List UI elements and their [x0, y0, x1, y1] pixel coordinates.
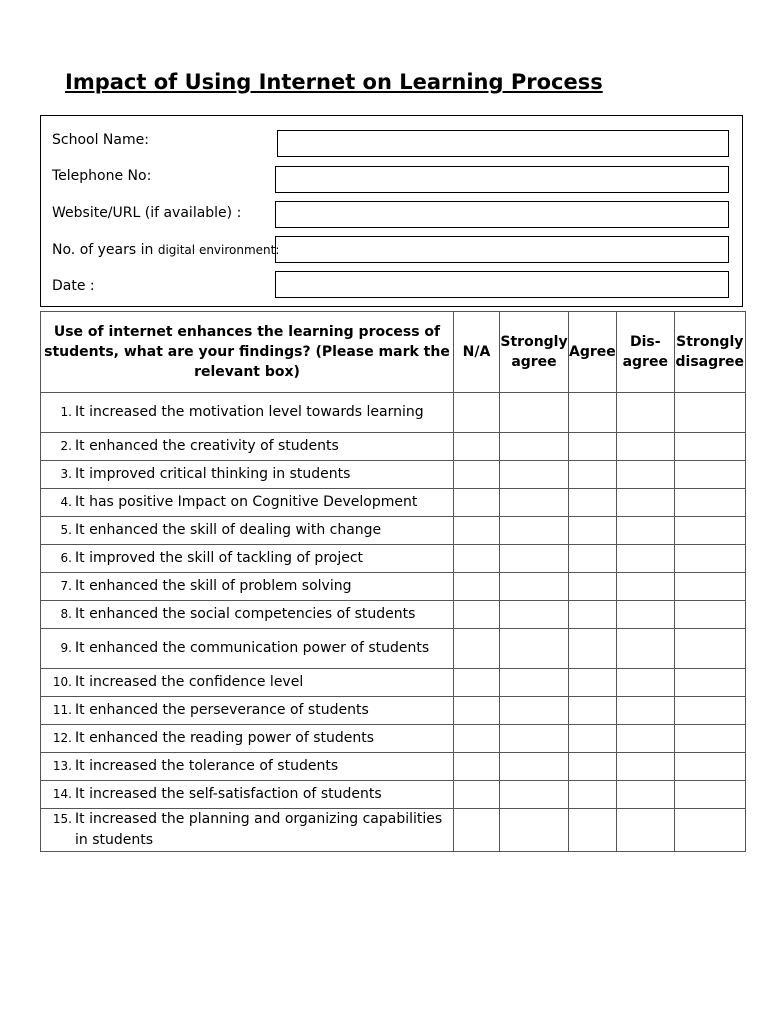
statement-cell [41, 489, 454, 517]
statement-text: It enhanced the skill of problem solving [75, 578, 352, 594]
question-header: Use of internet enhances the learning process of students, what are your findings? (Please mark the relevant box) [41, 312, 454, 393]
statement-cell [41, 669, 454, 697]
statement-text: It enhanced the creativity of students [75, 438, 339, 454]
statement-text: It increased the planning and organizing capabilities in students [75, 811, 443, 848]
response-cell-strongly-disagree[interactable] [674, 545, 745, 573]
statement-number: 9. [60, 641, 72, 655]
response-cell-strongly-agree[interactable] [500, 601, 569, 629]
table-row [41, 669, 746, 697]
statement-text: It enhanced the skill of dealing with change [75, 522, 382, 538]
response-cell-strongly-agree[interactable] [500, 573, 569, 601]
statement-number: 7. [60, 579, 72, 593]
response-cell-strongly-agree[interactable] [500, 809, 569, 852]
response-cell-disagree[interactable] [616, 433, 674, 461]
school-name-field[interactable] [277, 130, 729, 157]
response-cell-strongly-agree[interactable] [500, 781, 569, 809]
col-agree-header: Agree [569, 312, 617, 393]
school-name-label: School Name: [52, 132, 149, 148]
response-cell-strongly-disagree[interactable] [674, 697, 745, 725]
response-cell-strongly-agree[interactable] [500, 489, 569, 517]
response-cell-strongly-disagree[interactable] [674, 809, 745, 852]
response-cell-strongly-disagree[interactable] [674, 489, 745, 517]
years-label [52, 242, 279, 258]
response-cell-strongly-agree[interactable] [500, 629, 569, 669]
response-cell-strongly-agree[interactable] [500, 461, 569, 489]
statement-number: 8. [60, 607, 72, 621]
response-cell-strongly-agree[interactable] [500, 725, 569, 753]
statement-text: It increased the tolerance of students [75, 758, 339, 774]
statement-number: 3. [60, 467, 72, 481]
response-cell-disagree[interactable] [616, 489, 674, 517]
statement-cell [41, 601, 454, 629]
response-cell-agree[interactable] [569, 629, 617, 669]
statement-cell [41, 461, 454, 489]
response-cell-strongly-disagree[interactable] [674, 629, 745, 669]
response-cell-strongly-disagree[interactable] [674, 753, 745, 781]
statement-number: 4. [60, 495, 72, 509]
table-row [41, 433, 746, 461]
response-cell-strongly-disagree[interactable] [674, 461, 745, 489]
response-cell-disagree[interactable] [616, 461, 674, 489]
statement-cell [41, 781, 454, 809]
col-strongly-disagree-header: Strongly disagree [674, 312, 745, 393]
response-cell-disagree[interactable] [616, 697, 674, 725]
col-disagree-header: Dis-agree [616, 312, 674, 393]
response-cell-strongly-disagree[interactable] [674, 433, 745, 461]
response-cell-agree[interactable] [569, 781, 617, 809]
statement-text: It enhanced the perseverance of students [75, 702, 369, 718]
table-row [41, 489, 746, 517]
response-cell-disagree[interactable] [616, 753, 674, 781]
response-cell-strongly-disagree[interactable] [674, 393, 745, 433]
website-field[interactable] [275, 201, 729, 228]
statement-number: 6. [60, 551, 72, 565]
statement-text: It increased the motivation level towards learning [75, 404, 424, 420]
response-cell-strongly-agree[interactable] [500, 433, 569, 461]
table-row [41, 545, 746, 573]
response-cell-agree[interactable] [569, 669, 617, 697]
table-header-row [41, 312, 746, 393]
survey-table [40, 311, 746, 852]
table-row [41, 809, 746, 852]
statement-text: It improved the skill of tackling of project [75, 550, 364, 566]
table-row [41, 753, 746, 781]
response-cell-strongly-disagree[interactable] [674, 725, 745, 753]
statement-number: 10. [52, 675, 72, 689]
table-row [41, 629, 746, 669]
response-cell-disagree[interactable] [616, 517, 674, 545]
statement-number: 13. [52, 759, 72, 773]
response-cell-disagree[interactable] [616, 545, 674, 573]
school-info-box [40, 115, 743, 307]
response-cell-disagree[interactable] [616, 669, 674, 697]
response-cell-strongly-agree[interactable] [500, 753, 569, 781]
table-row [41, 725, 746, 753]
statement-number: 11. [52, 703, 72, 717]
response-cell-na[interactable] [454, 725, 500, 753]
response-cell-na[interactable] [454, 781, 500, 809]
response-cell-strongly-disagree[interactable] [674, 601, 745, 629]
statement-cell [41, 433, 454, 461]
statement-cell [41, 809, 454, 852]
statement-text: It enhanced the reading power of students [75, 730, 375, 746]
response-cell-na[interactable] [454, 629, 500, 669]
response-cell-na[interactable] [454, 697, 500, 725]
telephone-field[interactable] [275, 166, 729, 193]
statement-text: It enhanced the communication power of students [75, 640, 430, 656]
response-cell-agree[interactable] [569, 809, 617, 852]
page-title: Impact of Using Internet on Learning Process [65, 70, 603, 94]
response-cell-na[interactable] [454, 433, 500, 461]
statement-cell [41, 725, 454, 753]
statement-number: 12. [52, 731, 72, 745]
response-cell-strongly-agree[interactable] [500, 669, 569, 697]
response-cell-na[interactable] [454, 393, 500, 433]
date-field[interactable] [275, 271, 729, 298]
statement-cell [41, 697, 454, 725]
table-row [41, 461, 746, 489]
response-cell-disagree[interactable] [616, 573, 674, 601]
statement-cell [41, 545, 454, 573]
table-row [41, 517, 746, 545]
response-cell-agree[interactable] [569, 545, 617, 573]
table-row [41, 393, 746, 433]
response-cell-disagree[interactable] [616, 601, 674, 629]
col-strongly-agree-header: Strongly agree [500, 312, 569, 393]
response-cell-na[interactable] [454, 573, 500, 601]
statement-number: 1. [60, 405, 72, 419]
response-cell-agree[interactable] [569, 697, 617, 725]
response-cell-strongly-disagree[interactable] [674, 517, 745, 545]
table-row [41, 697, 746, 725]
years-field[interactable] [275, 236, 729, 263]
years-label-main: No. of years in [52, 242, 158, 258]
response-cell-agree[interactable] [569, 601, 617, 629]
response-cell-strongly-disagree[interactable] [674, 781, 745, 809]
table-row [41, 781, 746, 809]
years-label-small: digital environment: [157, 243, 280, 257]
response-cell-na[interactable] [454, 601, 500, 629]
statement-cell [41, 393, 454, 433]
response-cell-strongly-agree[interactable] [500, 545, 569, 573]
statement-cell [41, 753, 454, 781]
statement-cell [41, 573, 454, 601]
response-cell-disagree[interactable] [616, 781, 674, 809]
response-cell-agree[interactable] [569, 753, 617, 781]
response-cell-agree[interactable] [569, 489, 617, 517]
response-cell-strongly-disagree[interactable] [674, 573, 745, 601]
statement-cell [41, 517, 454, 545]
table-row [41, 601, 746, 629]
response-cell-disagree[interactable] [616, 725, 674, 753]
response-cell-agree[interactable] [569, 573, 617, 601]
statement-text: It increased the confidence level [75, 674, 304, 690]
statement-cell [41, 629, 454, 669]
website-label: Website/URL (if available) : [52, 205, 242, 221]
response-cell-na[interactable] [454, 545, 500, 573]
statement-number: 2. [60, 439, 72, 453]
response-cell-na[interactable] [454, 753, 500, 781]
date-label: Date : [52, 278, 95, 294]
response-cell-strongly-agree[interactable] [500, 517, 569, 545]
response-cell-agree[interactable] [569, 517, 617, 545]
response-cell-na[interactable] [454, 669, 500, 697]
response-cell-na[interactable] [454, 489, 500, 517]
telephone-label: Telephone No: [52, 168, 152, 184]
response-cell-na[interactable] [454, 461, 500, 489]
response-cell-disagree[interactable] [616, 629, 674, 669]
response-cell-agree[interactable] [569, 725, 617, 753]
response-cell-strongly-disagree[interactable] [674, 669, 745, 697]
statement-number: 5. [60, 523, 72, 537]
table-row [41, 573, 746, 601]
statement-number: 14. [52, 787, 72, 801]
response-cell-disagree[interactable] [616, 393, 674, 433]
response-cell-agree[interactable] [569, 393, 617, 433]
response-cell-na[interactable] [454, 809, 500, 852]
response-cell-strongly-agree[interactable] [500, 393, 569, 433]
response-cell-disagree[interactable] [616, 809, 674, 852]
statement-text: It has positive Impact on Cognitive Development [75, 494, 418, 510]
response-cell-agree[interactable] [569, 433, 617, 461]
statement-text: It improved critical thinking in students [75, 466, 351, 482]
col-na-header: N/A [454, 312, 500, 393]
response-cell-strongly-agree[interactable] [500, 697, 569, 725]
statement-number: 15. [52, 812, 72, 826]
statement-text: It increased the self-satisfaction of students [75, 786, 382, 802]
response-cell-agree[interactable] [569, 461, 617, 489]
statement-text: It enhanced the social competencies of students [75, 606, 416, 622]
response-cell-na[interactable] [454, 517, 500, 545]
